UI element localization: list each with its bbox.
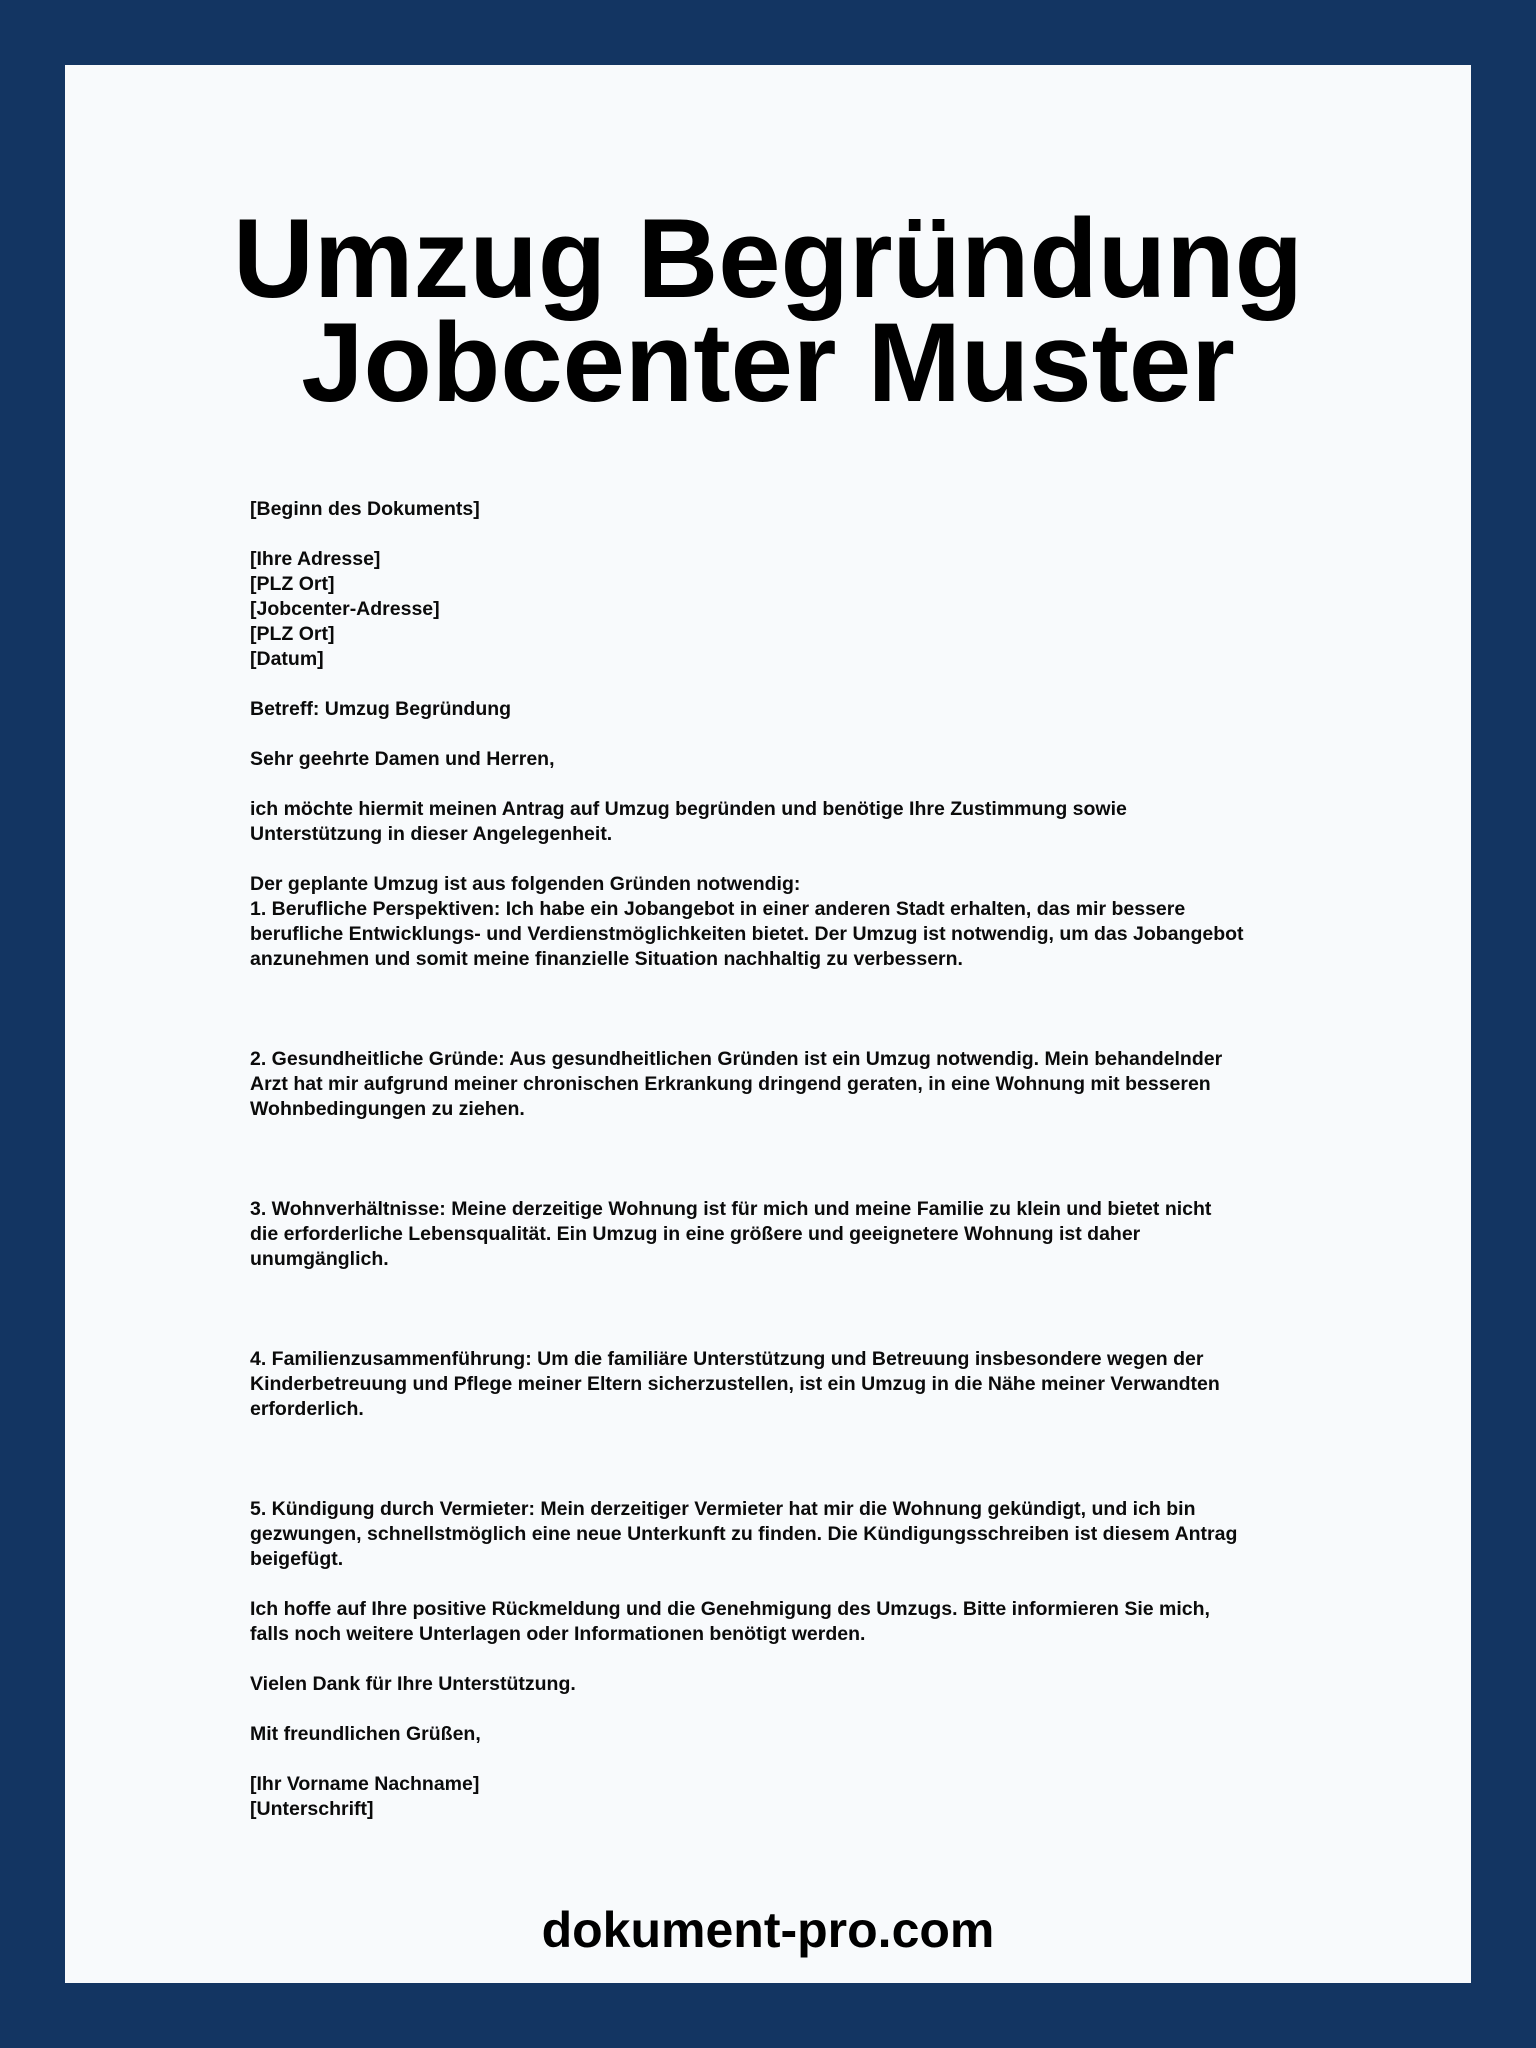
intro-line: Unterstützung in dieser Angelegenheit.	[250, 823, 613, 845]
address-block	[250, 547, 1330, 672]
reason-5	[250, 1497, 1330, 1572]
signature-placeholder: [Unterschrift]	[250, 1798, 374, 1820]
reason-line: berufliche Entwicklungs- und Verdienstmöglichkeiten bietet. Der Umzug ist notwendig, um das Jobangebot	[250, 923, 1244, 945]
closing-line: falls noch weitere Unterlagen oder Informationen benötigt werden.	[250, 1623, 866, 1645]
jobcenter-postcode-city: [PLZ Ort]	[250, 623, 335, 645]
reason-line: 3. Wohnverhältnisse: Meine derzeitige Wohnung ist für mich und meine Familie zu klein und bietet nicht	[250, 1198, 1212, 1220]
reason-line: gezwungen, schnellstmöglich eine neue Unterkunft zu finden. Die Kündigungsschreiben ist diesem Antrag	[250, 1523, 1238, 1545]
reason-4	[250, 1347, 1330, 1422]
reason-line: Wohnbedingungen zu ziehen.	[250, 1098, 525, 1120]
closing-request	[250, 1597, 1330, 1647]
begin-marker: [Beginn des Dokuments]	[250, 498, 480, 520]
reason-line: 2. Gesundheitliche Gründe: Aus gesundheitlichen Gründen ist ein Umzug notwendig. Mein behandelnder	[250, 1048, 1223, 1070]
title-line-2: Jobcenter Muster	[301, 300, 1235, 425]
reason-line: 1. Berufliche Perspektiven: Ich habe ein Jobangebot in einer anderen Stadt erhalten, das mir bessere	[250, 898, 1186, 920]
sender-postcode-city: [PLZ Ort]	[250, 573, 335, 595]
intro-paragraph	[250, 797, 1330, 847]
reason-line: Kinderbetreuung und Pflege meiner Eltern sicherzustellen, ist ein Umzug in die Nähe meiner Verwandten	[250, 1373, 1220, 1395]
name-placeholder: [Ihr Vorname Nachname]	[250, 1773, 480, 1795]
letter-body	[250, 497, 1330, 1822]
reason-line: anzunehmen und somit meine finanzielle Situation nachhaltig zu verbessern.	[250, 948, 963, 970]
regards-line: Mit freundlichen Grüßen,	[250, 1723, 481, 1745]
website-footer: dokument-pro.com	[541, 1902, 995, 1958]
reason-line: erforderlich.	[250, 1398, 364, 1420]
thanks-line: Vielen Dank für Ihre Unterstützung.	[250, 1673, 576, 1695]
document-title	[65, 196, 1471, 425]
reason-line: Arzt hat mir aufgrund meiner chronischen Erkrankung dringend geraten, in eine Wohnung mit besseren	[250, 1073, 1211, 1095]
date-placeholder: [Datum]	[250, 648, 324, 670]
reason-line: die erforderliche Lebensqualität. Ein Umzug in eine größere und geeignetere Wohnung ist daher	[250, 1223, 1141, 1245]
closing-line: Ich hoffe auf Ihre positive Rückmeldung und die Genehmigung des Umzugs. Bitte informieren Sie mich,	[250, 1598, 1210, 1620]
title-line-1: Umzug Begründung	[232, 196, 1304, 321]
reason-line: beigefügt.	[250, 1548, 344, 1570]
subject-line: Betreff: Umzug Begründung	[250, 698, 512, 720]
intro-line: ich möchte hiermit meinen Antrag auf Umzug begründen und benötige Ihre Zustimmung sowie	[250, 798, 1127, 820]
reason-1	[250, 897, 1330, 972]
reason-2	[250, 1047, 1330, 1122]
reason-3	[250, 1197, 1330, 1272]
sender-address: [Ihre Adresse]	[250, 548, 381, 570]
jobcenter-address: [Jobcenter-Adresse]	[250, 598, 440, 620]
document-page	[65, 65, 1471, 1983]
reason-line: 4. Familienzusammenführung: Um die familiäre Unterstützung und Betreuung insbesondere wegen der	[250, 1348, 1204, 1370]
reason-line: unumgänglich.	[250, 1248, 389, 1270]
reason-line: 5. Kündigung durch Vermieter: Mein derzeitiger Vermieter hat mir die Wohnung gekündigt, und ich bin	[250, 1498, 1196, 1520]
salutation: Sehr geehrte Damen und Herren,	[250, 748, 555, 770]
reasons-intro: Der geplante Umzug ist aus folgenden Gründen notwendig:	[250, 873, 801, 895]
